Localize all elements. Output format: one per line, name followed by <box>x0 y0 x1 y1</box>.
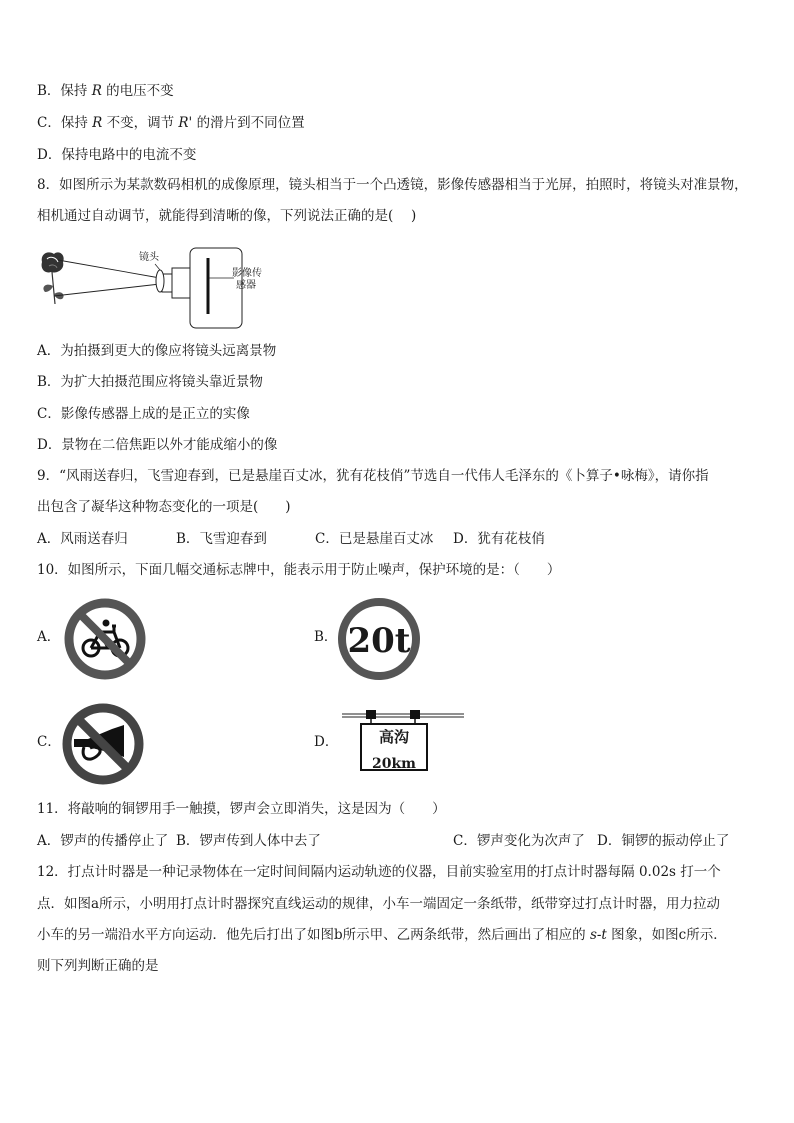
q8-option-c: C．影像传感器上成的是正立的实像 <box>37 406 250 422</box>
q7-option-c <box>37 114 305 132</box>
sensor-label-line-2: 感器 <box>236 280 256 291</box>
q9-option-d: D．犹有花枝俏 <box>453 531 545 547</box>
q11-stem: 11．将敲响的铜锣用手一触摸，锣声会立即消失，这是因为（ ） <box>37 801 446 817</box>
q10-label-d: D． <box>314 734 339 750</box>
q10-stem: 10．如图所示，下面几幅交通标志牌中，能表示用于防止噪声，保护环境的是：（ ） <box>37 562 561 578</box>
no-honking-sign <box>60 701 146 787</box>
q9-option-c: C．已是悬崖百丈冰 <box>315 531 434 547</box>
q8-option-a: A．为拍摄到更大的像应将镜头远离景物 <box>37 343 277 359</box>
q12-line-3 <box>37 926 727 944</box>
no-bicycle-sign <box>62 596 148 682</box>
variable-s-t: s-t <box>589 927 607 943</box>
q9-stem-line-1: 9．“风雨送春归，飞雪迎春到，已是悬崖百丈冰，犹有花枝俏”节选自一代伟人毛泽东的《卜算子•咏梅》，请你指 <box>37 468 709 484</box>
distance-sign-place: 高沟 <box>378 728 409 746</box>
q7-option-b-text: B．保持 <box>37 83 92 99</box>
q7-option-b-text-end: 的电压不变 <box>101 83 174 99</box>
distance-sign-distance: 20km <box>372 756 416 768</box>
q7-option-c-text-mid: 不变，调节 <box>102 115 179 131</box>
q11-option-a: A．锣声的传播停止了 <box>37 833 169 849</box>
q8-stem-line-2: 相机通过自动调节，就能得到清晰的像，下列说法正确的是( ) <box>37 208 417 224</box>
variable-r: R <box>92 115 103 131</box>
q7-option-b <box>37 82 174 100</box>
q9-option-b: B．飞雪迎春到 <box>176 531 267 547</box>
q12-line-4: 则下列判断正确的是 <box>37 958 159 974</box>
q12-line-3-text: 小车的另一端沿水平方向运动．他先后打出了如图b所示甲、乙两条纸带，然后画出了相应的 <box>37 927 590 943</box>
q12-line-2: 点．如图a所示，小明用打点计时器探究直线运动的规律，小车一端固定一条纸带，纸带穿过打点计时器，用力拉动 <box>37 896 721 912</box>
q8-option-b: B．为扩大拍摄范围应将镜头靠近景物 <box>37 374 263 390</box>
q7-option-c-text-end: 的滑片到不同位置 <box>192 115 305 131</box>
q7-option-d: D．保持电路中的电流不变 <box>37 147 197 163</box>
q9-option-a: A．风雨送春归 <box>37 531 128 547</box>
variable-r-prime: R' <box>178 115 193 131</box>
q8-stem-line-1: 8．如图所示为某款数码相机的成像原理，镜头相当于一个凸透镜，影像传感器相当于光屏，拍照时，将镜头对准景物， <box>37 177 748 193</box>
q12-line-1: 12．打点计时器是一种记录物体在一定时间间隔内运动轨迹的仪器，目前实验室用的打点计时器每隔 0.02s 打一个 <box>37 864 721 880</box>
weight-limit-text: 20t <box>347 621 411 661</box>
q11-option-b: B．锣声传到人体中去了 <box>176 833 321 849</box>
q10-label-b: B． <box>314 629 338 645</box>
q11-option-d: D．铜锣的振动停止了 <box>597 833 730 849</box>
q8-option-d: D．景物在二倍焦距以外才能成缩小的像 <box>37 437 278 453</box>
q10-label-a: A． <box>37 629 61 645</box>
lens-label: 镜头 <box>139 252 159 263</box>
q10-label-c: C． <box>37 734 61 750</box>
q11-option-c: C．锣声变化为次声了 <box>453 833 585 849</box>
q9-stem-line-2: 出包含了凝华这种物态变化的一项是( ) <box>37 499 291 515</box>
q7-option-c-text: C．保持 <box>37 115 93 131</box>
variable-r: R <box>91 83 102 99</box>
q12-line-3-text-end: 图象，如图c所示． <box>606 927 727 943</box>
sensor-label-line-1: 影像传 <box>232 268 262 279</box>
